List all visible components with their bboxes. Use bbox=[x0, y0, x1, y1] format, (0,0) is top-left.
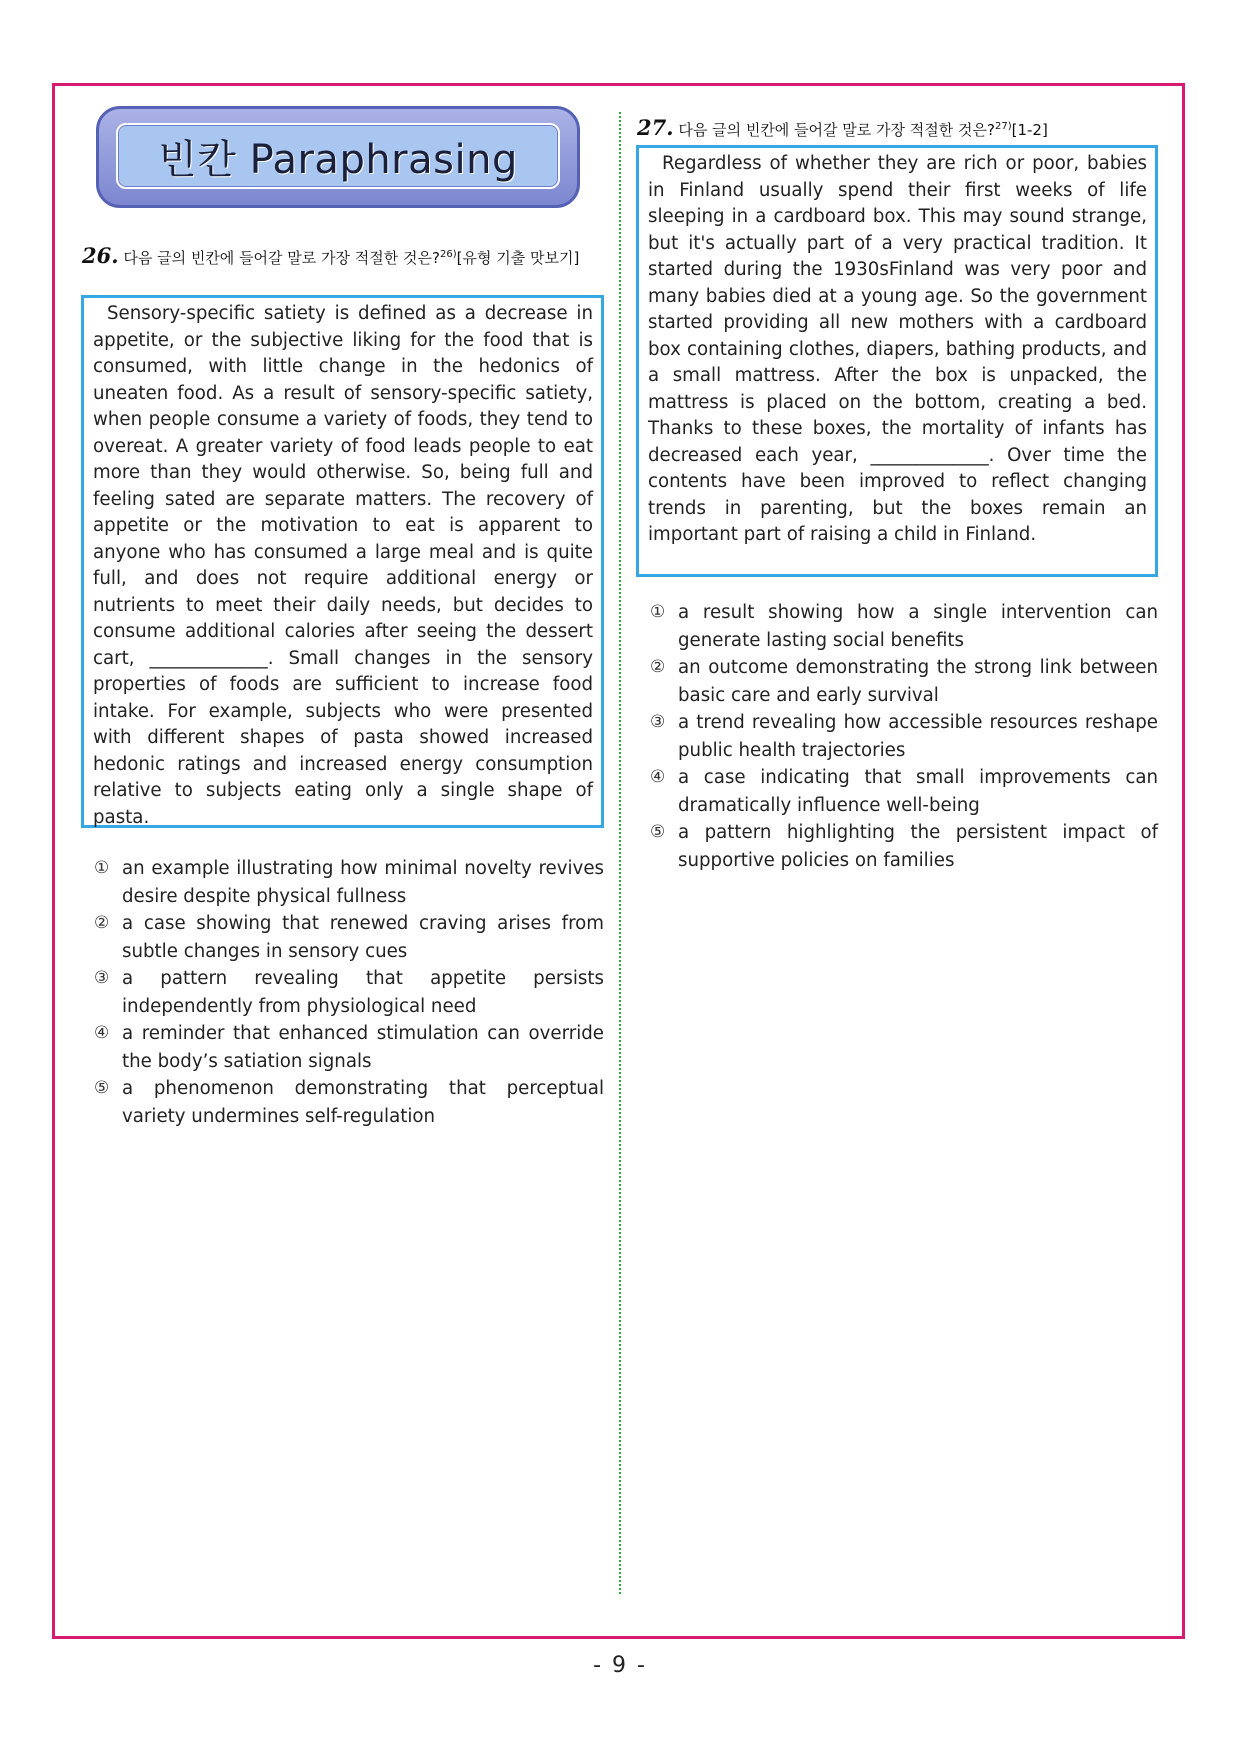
option-text: a case showing that renewed craving arises from subtle changes in sensory cues bbox=[122, 913, 604, 962]
question-27-option-2[interactable] bbox=[650, 654, 1158, 709]
option-text: a phenomenon demonstrating that perceptual variety undermines self-regulation bbox=[122, 1078, 604, 1127]
column-divider bbox=[619, 112, 621, 1594]
question-26-option-4[interactable] bbox=[94, 1020, 604, 1075]
question-27-prompt: 다음 글의 빈칸에 들어갈 말로 가장 적절한 것은? bbox=[678, 121, 995, 139]
option-marker: ① bbox=[94, 858, 110, 878]
page-number: - 9 - bbox=[593, 1653, 647, 1678]
option-text: a reminder that enhanced stimulation can override the body’s satiation signals bbox=[122, 1023, 604, 1072]
question-27-option-3[interactable] bbox=[650, 709, 1158, 764]
option-text: an outcome demonstrating the strong link between basic care and early survival bbox=[678, 657, 1158, 706]
section-banner-inner bbox=[116, 123, 560, 189]
option-text: a result showing how a single intervention can generate lasting social benefits bbox=[678, 602, 1158, 651]
question-27-option-4[interactable] bbox=[650, 764, 1158, 819]
option-text: an example illustrating how minimal novelty revives desire despite physical fullness bbox=[122, 858, 604, 907]
option-text: a trend revealing how accessible resources reshape public health trajectories bbox=[678, 712, 1158, 761]
question-26-footnote: 26) bbox=[439, 249, 457, 260]
question-27-passage-box bbox=[636, 145, 1158, 577]
question-27-footnote: 27) bbox=[994, 121, 1012, 132]
section-banner bbox=[96, 106, 580, 208]
question-26-passage: Sensory-specific satiety is defined as a decrease in appetite, or the subjective liking for the food that is consumed, with little change in the hedonics of uneaten food. As a result of sensory-specific satiety, when people consume a variety of foods, they tend to overeat. A greater variety of food leads people to eat more than they would otherwise. So, being full and feeling sated are separate matters. The recovery of appetite or the motivation to eat is apparent to anyone who has consumed a large meal and is quite full, and does not require additional energy or nutrients to meet their daily needs, but decides to consume additional calories after seeing the dessert cart, _____________. Small changes in the sensory properties of foods are sufficient to increase food intake. For example, subjects who were presented with different shapes of pasta showed increased hedonic ratings and increased energy consumption relative to subjects eating only a single shape of pasta. bbox=[93, 303, 593, 828]
question-26-option-5[interactable] bbox=[94, 1075, 604, 1130]
question-26-tag: [유형 기출 맛보기] bbox=[456, 249, 580, 267]
option-marker: ⑤ bbox=[94, 1078, 110, 1098]
section-title: 빈칸 Paraphrasing bbox=[158, 136, 518, 183]
option-marker: ③ bbox=[94, 968, 110, 988]
option-marker: ① bbox=[650, 602, 666, 622]
option-text: a pattern revealing that appetite persists independently from physiological need bbox=[122, 968, 604, 1017]
option-marker: ③ bbox=[650, 712, 666, 732]
question-26-options bbox=[94, 855, 604, 1130]
question-27-number: 27. bbox=[637, 115, 674, 140]
question-27-option-5[interactable] bbox=[650, 819, 1158, 874]
question-27-tag: [1-2] bbox=[1011, 121, 1048, 139]
option-marker: ② bbox=[94, 913, 110, 933]
option-marker: ⑤ bbox=[650, 822, 666, 842]
question-27-header bbox=[637, 117, 1182, 140]
option-marker: ④ bbox=[94, 1023, 110, 1043]
option-text: a pattern highlighting the persistent impact of supportive policies on families bbox=[678, 822, 1158, 871]
option-marker: ② bbox=[650, 657, 666, 677]
question-26-prompt: 다음 글의 빈칸에 들어갈 말로 가장 적절한 것은? bbox=[123, 249, 440, 267]
question-27-passage: Regardless of whether they are rich or poor, babies in Finland usually spend their first weeks of life sleeping in a cardboard box. This may sound strange, but it's actually part of a very practical tradition. It started during the 1930sFinland was very poor and many babies died at a young age. So the government started providing all new mothers with a cardboard box containing clothes, diapers, bathing products, and a small mattress. After the box is unpacked, the mattress is placed on the bottom, creating a bed. Thanks to these boxes, the mortality of infants has decreased each year, _____________. Over time the contents have been improved to reflect changing trends in parenting, but the boxes remain an important part of raising a child in Finland. bbox=[648, 153, 1147, 545]
question-26-header bbox=[82, 245, 607, 268]
question-26-number: 26. bbox=[82, 243, 119, 268]
question-27-options bbox=[650, 599, 1158, 874]
question-26-passage-box bbox=[81, 295, 604, 828]
option-marker: ④ bbox=[650, 767, 666, 787]
question-27-option-1[interactable] bbox=[650, 599, 1158, 654]
option-text: a case indicating that small improvements can dramatically influence well-being bbox=[678, 767, 1158, 816]
question-26-option-1[interactable] bbox=[94, 855, 604, 910]
question-26-option-2[interactable] bbox=[94, 910, 604, 965]
question-26-option-3[interactable] bbox=[94, 965, 604, 1020]
